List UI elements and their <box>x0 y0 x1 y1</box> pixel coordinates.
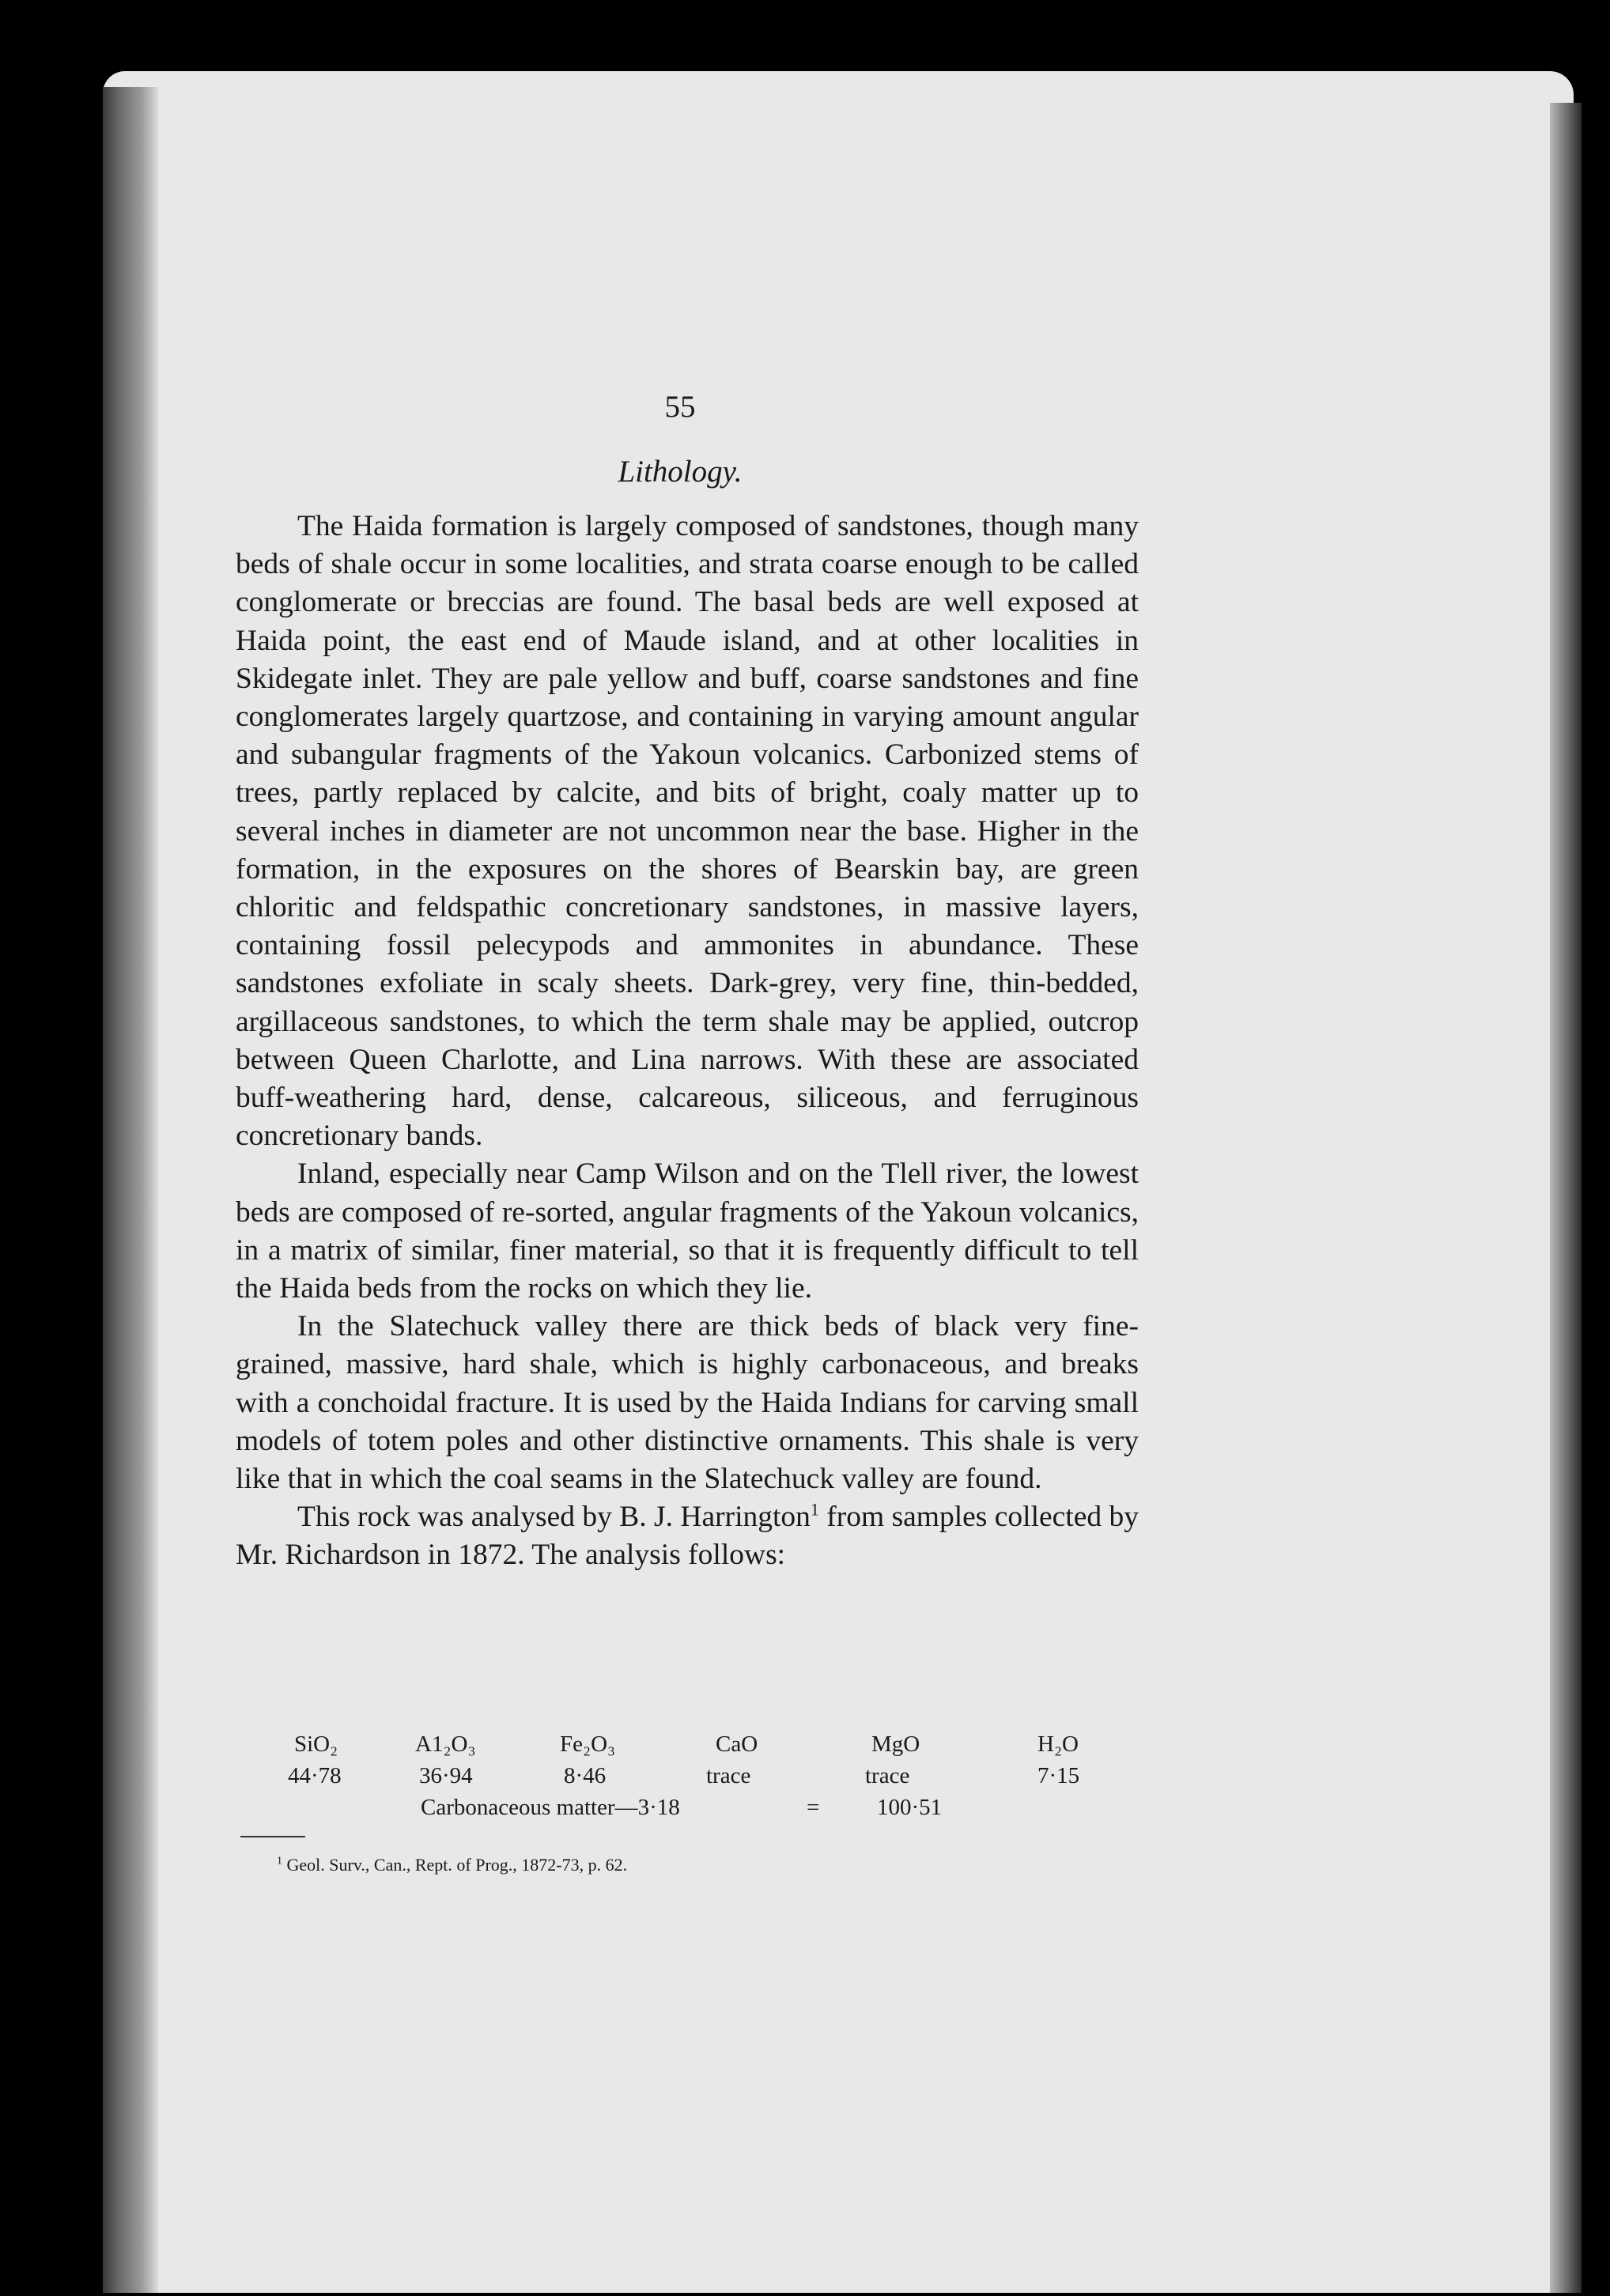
value-fe2o3: 8·46 <box>564 1763 607 1788</box>
header-sio2: SiO₂ <box>294 1731 338 1757</box>
section-heading: Lithology. <box>618 455 743 489</box>
equals-sign: = <box>807 1795 820 1820</box>
analysis-table <box>277 1731 1147 1826</box>
paragraph-2: Inland, especially near Camp Wilson and on the Tlell river, the lowest beds are composed of re-sorted, angular fragments of the Yakoun volcanics, in a matrix of similar, finer material, so that it is frequently difficult to tell the Haida beds from the rocks on which they lie. <box>236 1157 1139 1305</box>
header-cao: CaO <box>716 1731 758 1757</box>
paragraph-3: In the Slatechuck valley there are thick beds of black very fine-grained, massive, hard shale, which is highly carbonaceous, and breaks with a conchoidal fracture. It is used by the Haida Indians for carving small models of totem poles and other distinctive ornaments. This shale is very like that in which the coal seams in the Slatechuck valley are found. <box>236 1310 1139 1496</box>
page-edge-shadow <box>1550 103 1582 2293</box>
carbonaceous-matter: Carbonaceous matter—3·18 <box>421 1795 680 1820</box>
value-sio2: 44·78 <box>288 1763 342 1788</box>
value-cao: trace <box>706 1763 751 1788</box>
header-al2o3: A1₂O₃ <box>415 1731 476 1757</box>
footnote <box>277 1855 627 1875</box>
footnote-text: Geol. Surv., Can., Rept. of Prog., 1872-73, p. 62. <box>282 1855 628 1875</box>
paragraph-4-end: from samples collected by Mr. Richardson in 1872. The analysis follows: <box>236 1501 1139 1572</box>
value-h2o: 7·15 <box>1037 1763 1080 1788</box>
paragraph-4 <box>236 1498 1139 1574</box>
footnote-marker: 1 <box>277 1855 282 1867</box>
header-mgo: MgO <box>871 1731 920 1757</box>
value-mgo: trace <box>865 1763 910 1788</box>
body-text <box>236 508 1139 1575</box>
analysis-total: 100·51 <box>877 1795 943 1820</box>
header-fe2o3: Fe₂O₃ <box>560 1731 616 1757</box>
footnote-divider <box>240 1836 305 1837</box>
header-h2o: H₂O <box>1037 1731 1079 1757</box>
book-spine-shadow <box>103 87 158 2293</box>
value-al2o3: 36·94 <box>419 1763 473 1788</box>
paragraph-4-start: This rock was analysed by B. J. Harrington <box>297 1501 811 1534</box>
footnote-ref: 1 <box>810 1499 819 1520</box>
page-number: 55 <box>664 390 696 424</box>
paragraph-1: The Haida formation is largely composed of sandstones, though many beds of shale occur in some localities, and strata coarse enough to be called conglomerate or breccias are found. The basal beds are well exposed at Haida point, the east end of Maude island, and at other localities in Skidegate inlet. They are pale yellow and buff, coarse sandstones and fine conglomerates largely quartzose, and containing in varying amount angular and subangular fragments of the Yakoun volcanics. Carbonized stems of trees, partly replaced by calcite, and bits of bright, coaly matter up to several inches in diameter are not uncommon near the base. Higher in the formation, in the exposures on the shores of Bearskin bay, are green chloritic and feldspathic concretionary sandstones, in massive layers, containing fossil pelecypods and ammonites in abundance. These sandstones exfoliate in scaly sheets. Dark-grey, very fine, thin-bedded, argillaceous sandstones, to which the term shale may be applied, outcrop between Queen Charlotte, and Lina narrows. With these are associated buff-weathering hard, dense, calcareous, siliceous, and ferruginous concretionary bands. <box>236 510 1139 1153</box>
